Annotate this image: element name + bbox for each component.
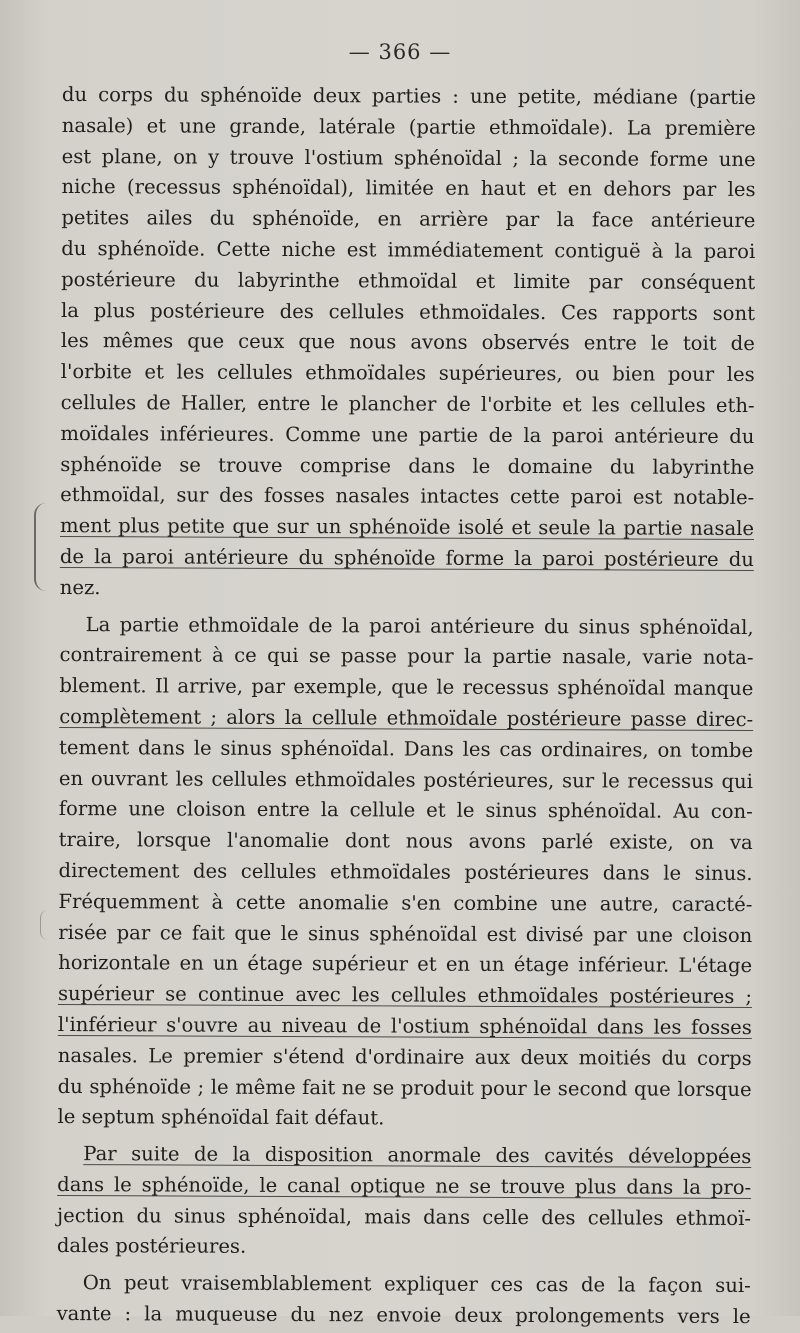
paragraph-start-line: On peut vraisemblablement expliquer ces cas de la façon sui-	[82, 1271, 751, 1298]
text-line: nasale) et une grande, latérale (partie ethmoïdale). La première	[61, 113, 756, 140]
page-number: — 366 —	[348, 40, 452, 64]
text-line-underlined: de la paroi antérieure du sphénoïde forme la paroi postérieure du	[59, 544, 754, 571]
text-line: contrairement à ce qui se passe pour la partie nasale, varie nota-	[59, 643, 754, 670]
body-text	[57, 80, 756, 1333]
text-line-underlined: l'inférieur s'ouvre au niveau de l'ostium sphénoïdal dans les fosses	[57, 1012, 752, 1039]
text-line-underlined: dans le sphénoïde, le canal optique ne se trouve plus dans la pro-	[57, 1172, 752, 1199]
text-line: postérieure du labyrinthe ethmoïdal et limite par conséquent	[61, 267, 756, 294]
text-line-underlined: complètement ; alors la cellule ethmoïdale postérieure passe direc-	[59, 704, 754, 731]
text-line: horizontale en un étage supérieur et en un étage inférieur. L'étage	[58, 951, 753, 978]
text-line: du sphénoïde ; le même fait ne se produit pour le second que lorsque	[57, 1074, 752, 1101]
margin-bracket-mark	[34, 503, 48, 591]
text-line: jection du sinus sphénoïdal, mais dans celle des cellules ethmoï-	[56, 1203, 752, 1230]
text-line: le septum sphénoïdal fait défaut.	[57, 1105, 385, 1130]
text-line: forme une cloison entre la cellule et le sinus sphénoïdal. Au con-	[58, 797, 753, 824]
text-line: moïdales inférieures. Comme une partie de la paroi antérieure du	[60, 421, 755, 448]
text-line: niche (recessus sphénoïdal), limitée en haut et en dehors par les	[61, 175, 756, 202]
text-line: les mêmes que ceux que nous avons observés entre le toit de	[60, 329, 755, 356]
text-line: ethmoïdal, sur des fosses nasales intactes cette paroi est notable-	[60, 483, 755, 510]
paragraph-start-line: La partie ethmoïdale de la paroi antérieure du sinus sphénoïdal,	[85, 612, 754, 639]
text-line: petites ailes du sphénoïde, en arrière par la face antérieure	[61, 206, 756, 233]
text-line: du sphénoïde. Cette niche est immédiatement contiguë à la paroi	[61, 236, 756, 264]
text-line: blement. Il arrive, par exemple, que le recessus sphénoïdal manque	[59, 674, 754, 701]
text-line: traire, lorsque l'anomalie dont nous avons parlé existe, on va	[58, 828, 753, 855]
text-line: nez.	[59, 575, 101, 599]
text-line: est plane, on y trouve l'ostium sphénoïdal ; la seconde forme une	[61, 144, 756, 171]
text-line-underlined: ment plus petite que sur un sphénoïde isolé et seule la partie nasale	[60, 514, 755, 541]
text-line-underlined: supérieur se continue avec les cellules ethmoïdales postérieures ;	[57, 982, 753, 1009]
margin-pencil-mark	[40, 910, 51, 940]
text-line: tement dans le sinus sphénoïdal. Dans les cas ordinaires, on tombe	[59, 735, 754, 762]
text-line: cellules de Haller, entre le plancher de l'orbite et les cellules eth-	[60, 390, 755, 417]
text-line: directement des cellules ethmoïdales postérieures dans le sinus.	[58, 858, 753, 885]
text-line: sphénoïde se trouve comprise dans le domaine du labyrinthe	[60, 452, 755, 479]
text-line: Fréquemment à cette anomalie s'en combine une autre, caracté-	[58, 889, 753, 916]
text-line: en ouvrant les cellules ethmoïdales postérieures, sur le recessus qui	[58, 766, 753, 793]
text-line: risée par ce fait que le sinus sphénoïdal est divisé par une cloison	[58, 920, 753, 947]
text-line: du corps du sphénoïde deux parties : une petite, médiane (partie	[61, 82, 756, 110]
paragraph-start-line: Par suite de la disposition anormale des cavités développées	[83, 1142, 752, 1169]
text-line: nasales. Le premier s'étend d'ordinaire aux deux moitiés du corps	[57, 1043, 752, 1070]
text-line: vante : la muqueuse du nez envoie deux prolongements vers le	[56, 1302, 751, 1329]
text-line: la plus postérieure des cellules ethmoïdales. Ces rapports sont	[60, 298, 756, 325]
text-line: l'orbite et les cellules ethmoïdales supérieures, ou bien pour les	[60, 360, 755, 387]
text-line: dales postérieures.	[56, 1234, 247, 1259]
